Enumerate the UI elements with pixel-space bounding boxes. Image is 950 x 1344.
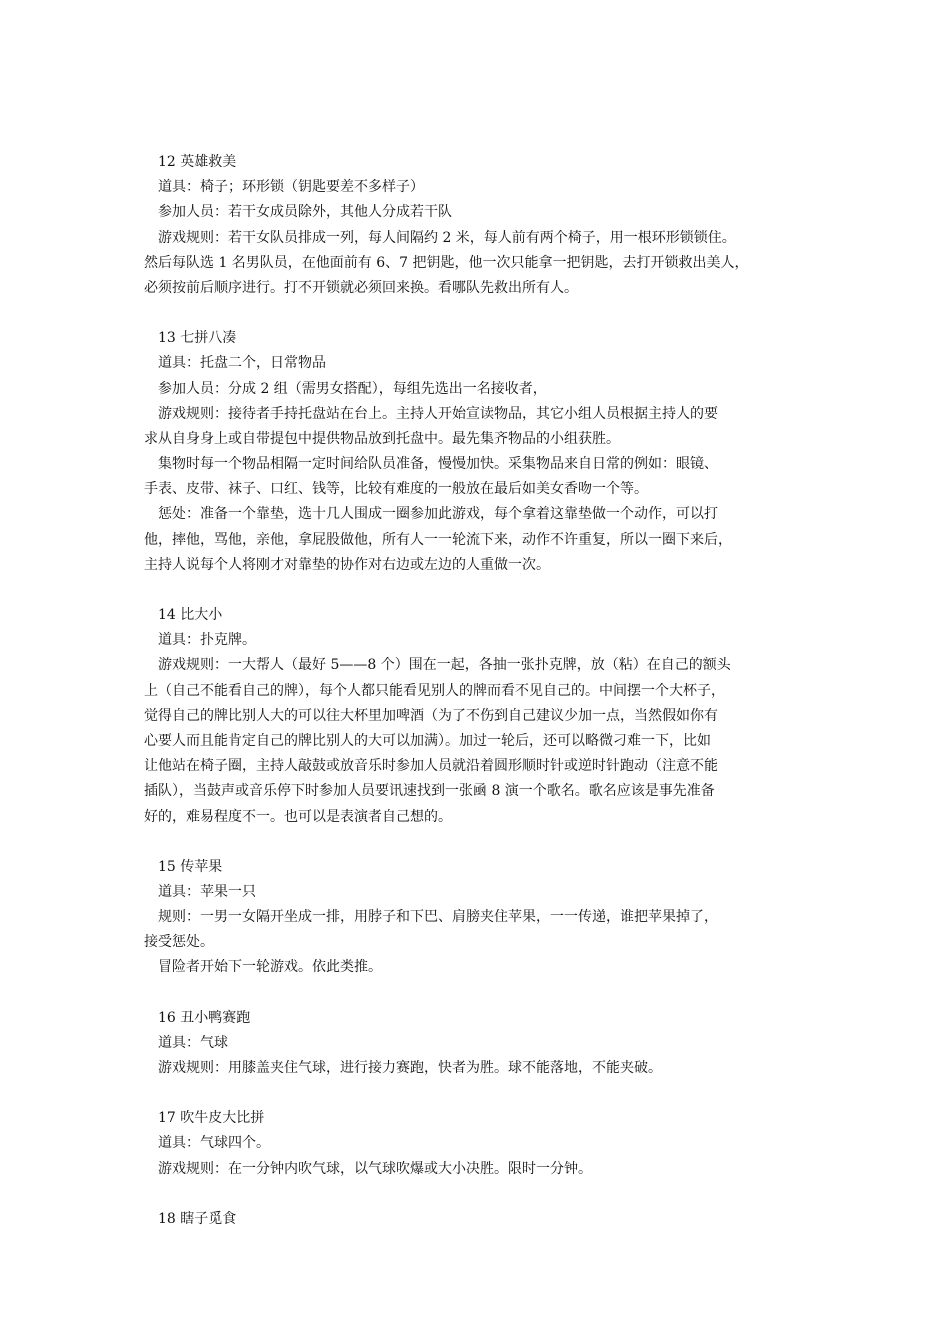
paragraph-line: 规则：一男一女隔开坐成一排，用脖子和下巴、肩膀夹住苹果，一一传递，谁把苹果掉了， <box>158 909 718 926</box>
paragraph-line: 心要人而且能肯定自己的牌比别人的大可以加满）。加过一轮后，还可以略微刁难一下，比如 <box>144 732 711 749</box>
paragraph-line: 好的，难易程度不一。也可以是表演者自己想的。 <box>144 808 452 825</box>
section-title: 18 瞎子觅食 <box>158 1210 237 1227</box>
game-section <box>144 326 816 578</box>
game-section <box>144 603 816 830</box>
paragraph-line: 求从自身身上或自带提包中提供物品放到托盘中。最先集齐物品的小组获胜。 <box>144 430 620 447</box>
paragraph-line: 参加人员：分成 2 组（需男女搭配），每组先选出一名接收者， <box>158 380 547 397</box>
section-title: 13 七拼八凑 <box>158 330 237 347</box>
game-section <box>144 855 816 981</box>
paragraph-line: 道具：椅子；环形锁（钥匙要差不多样子） <box>158 179 424 196</box>
game-section <box>144 150 816 301</box>
paragraph-line: 参加人员：若干女成员除外，其他人分成若干队 <box>158 204 452 221</box>
paragraph-line: 冒险者开始下一轮游戏。依此类推。 <box>158 959 382 976</box>
game-section <box>144 1006 816 1082</box>
section-title: 17 吹牛皮大比拼 <box>158 1110 265 1127</box>
paragraph-line: 道具：托盘二个，日常物品 <box>158 355 326 372</box>
paragraph-line: 集物时每一个物品相隔一定时间给队员准备，慢慢加快。采集物品来自日常的例如：眼镜、 <box>158 456 718 473</box>
paragraph-line: 游戏规则：若干女队员排成一列，每人间隔约 2 米，每人前有两个椅子，用一根环形锁锁住。 <box>158 229 736 246</box>
paragraph-line: 游戏规则：一大帮人（最好 5——8 个）围在一起，各抽一张扑克牌，放（粘）在自己的额头 <box>158 657 731 674</box>
paragraph-line: 他，摔他，骂他，亲他，拿屁股做他，所有人一一轮流下来，动作不许重复，所以一圈下来后， <box>144 531 732 548</box>
paragraph-line: 游戏规则：接待者手持托盘站在台上。主持人开始宣读物品，其它小组人员根据主持人的要 <box>158 405 718 422</box>
game-section <box>144 1106 816 1182</box>
paragraph-line: 游戏规则：在一分钟内吹气球，以气球吹爆或大小决胜。限时一分钟。 <box>158 1160 592 1177</box>
paragraph-line: 游戏规则：用膝盖夹住气球，进行接力赛跑，快者为胜。球不能落地，不能夹破。 <box>158 1060 662 1076</box>
section-title: 12 英雄救美 <box>158 154 237 170</box>
section-title: 15 传苹果 <box>158 858 223 875</box>
paragraph-line: 道具：扑克牌。 <box>158 632 256 649</box>
paragraph-line: 插队），当鼓声或音乐停下时参加人员要讯速找到一张凾 8 演一个歌名。歌名应该是事先准备 <box>144 783 715 800</box>
paragraph-line: 让他站在椅子圈，主持人敲鼓或放音乐时参加人员就沿着圆形顺时针或逆时针跑动（注意不能 <box>144 758 718 775</box>
paragraph-line: 道具：气球四个。 <box>158 1135 270 1152</box>
paragraph-line: 道具：苹果一只 <box>158 883 256 900</box>
paragraph-line: 道具：气球 <box>158 1034 228 1051</box>
paragraph-line: 惩处：准备一个靠垫，选十几人围成一圈参加此游戏，每个拿着这靠垫做一个动作，可以打 <box>158 506 718 523</box>
paragraph-line: 上（自己不能看自己的牌），每个人都只能看见别人的牌而看不见自己的。中间摆一个大杯子， <box>144 682 725 699</box>
paragraph-line: 主持人说每个人将刚才对靠垫的协作对右边或左边的人重做一次。 <box>144 556 550 573</box>
paragraph-line: 觉得自己的牌比别人大的可以往大杯里加啤酒（为了不伤到自己建议少加一点，当然假如你有 <box>144 707 718 724</box>
game-section <box>144 1207 816 1232</box>
paragraph-line: 手表、皮带、袜子、口红、钱等，比较有难度的一般放在最后如美女香吻一个等。 <box>144 481 648 498</box>
paragraph-line: 接受惩处。 <box>144 934 214 951</box>
section-title: 16 丑小鸭赛跑 <box>158 1009 251 1026</box>
paragraph-line: 必须按前后顺序进行。打不开锁就必须回来换。看哪队先救出所有人。 <box>144 279 578 296</box>
document-page <box>144 150 816 1257</box>
paragraph-line: 然后每队选 1 名男队员，在他面前有 6、7 把钥匙，他一次只能拿一把钥匙，去打开锁救出美人， <box>144 254 749 271</box>
section-title: 14 比大小 <box>158 607 223 623</box>
